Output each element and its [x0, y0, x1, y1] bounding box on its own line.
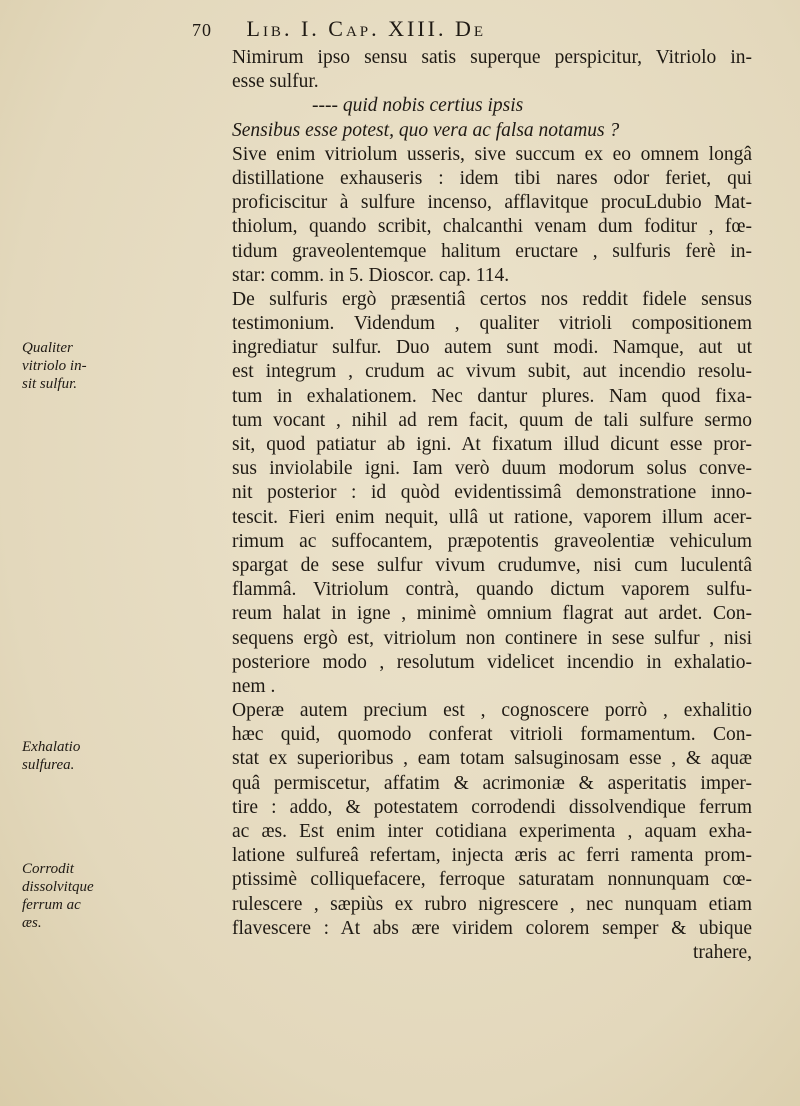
text-line: tum vocant , nihil ad rem facit, quum de tali sulfure sermo: [232, 409, 752, 431]
text-line: rimum ac suffocantem, præpotentis graveolentiæ vehiculum: [232, 530, 752, 552]
text-line: stat ex superioribus , eam totam salsuginosam esse , & aquæ: [232, 748, 752, 770]
margin-line: æs.: [22, 915, 42, 931]
margin-line: sit sulfur.: [22, 376, 78, 392]
text-line: spargat de sese sulfur vivum crudumve, nisi cum luculentâ: [232, 554, 752, 576]
text-line: posteriore modo , resolutum videlicet incendio in exhalatio-: [232, 651, 752, 673]
text-line: hæc quid, quomodo conferat vitrioli formamentum. Con-: [232, 724, 752, 746]
marginal-note-exhalatio: [22, 738, 122, 774]
margin-line: Exhalatio: [22, 739, 81, 755]
margin-line: vitriolo in-: [22, 358, 87, 374]
catchword-line: trahere,: [693, 941, 752, 963]
text-line: Operæ autem precium est , cognoscere porrò , exhalitio: [232, 700, 752, 722]
text-line: De sulfuris ergò præsentiâ certos nos reddit fidele sensus: [232, 288, 752, 310]
text-line: thiolum, quando scribit, chalcanthi venam dum foditur , fœ-: [232, 216, 752, 238]
text-line: distillatione exhauseris : idem tibi nares odor feriet, qui: [232, 167, 752, 189]
text-line: flammâ. Vitriolum contrà, quando dictum vaporem sulfu-: [232, 579, 752, 601]
text-line: flavescere : At abs ære viridem colorem semper & ubique: [232, 917, 752, 939]
text-line: star: comm. in 5. Dioscor. cap. 114.: [232, 264, 510, 286]
margin-line: sulfurea.: [22, 757, 75, 773]
margin-line: Qualiter: [22, 340, 73, 356]
text-line: tidum graveolentemque halitum eructare , sulfuris ferè in-: [232, 240, 752, 262]
text-line: nem .: [232, 675, 276, 697]
text-line: proficiscitur à sulfure incenso, afflavitque procuLdubio Mat-: [232, 192, 752, 214]
text-line: ac æs. Est enim inter cotidiana experimenta , aquam exha-: [232, 821, 752, 842]
text-line: sequens ergò est, vitriolum non continere in sese sulfur , nisi: [232, 627, 752, 649]
text-line: ptissimè colliquefacere, ferroque saturatam nonnunquam cœ-: [232, 869, 752, 891]
text-line: tire : addo, & potestatem corrodendi dissolvendique ferrum: [232, 796, 752, 818]
text-line: ingrediatur sulfur. Duo autem sunt modi. Namque, aut ut: [232, 337, 752, 359]
text-line: sit, quod patiatur ab igni. At fixatum illud dicunt esse pror-: [232, 434, 752, 455]
text-line: nit posterior : id quòd evidentissimâ demonstratione inno-: [232, 482, 752, 504]
text-line: Sive enim vitriolum usseris, sive succum ex eo omnem longâ: [232, 143, 752, 165]
text-line: Nimirum ipso sensu satis superque perspicitur, Vitriolo in-: [232, 47, 752, 68]
text-line: esse sulfur.: [232, 71, 319, 93]
text-line: latione sulfureâ refertam, injecta æris ac ferri ramenta prom-: [232, 845, 752, 867]
verse-line: ---- quid nobis certius ipsis: [312, 95, 524, 117]
text-line: sus inviolabile igni. Iam verò duum modorum solus conve-: [232, 458, 752, 480]
marginal-note-qualiter: [22, 339, 122, 393]
margin-line: ferrum ac: [22, 897, 81, 913]
text-line: rulescere , sæpiùs ex rubro nigrescere , nec nunquam etiam: [232, 893, 752, 915]
text-line: testimonium. Videndum , qualiter vitrioli compositionem: [232, 313, 752, 335]
text-line: reum halat in igne , minimè omnium flagrat aut ardet. Con-: [232, 603, 752, 625]
text-line: tescit. Fieri enim nequit, ullâ ut ratione, vaporem illum acer-: [232, 506, 752, 528]
marginal-note-corrodit: [22, 860, 122, 932]
text-line: tum in exhalationem. Nec dantur plures. Nam quod fixa-: [232, 385, 752, 407]
body-text: [192, 46, 752, 965]
text-line: est integrum , crudum ac vivum subit, aut incendio resolu-: [232, 361, 752, 383]
margin-line: Corrodit: [22, 861, 74, 877]
text-line: quâ permiscetur, affatim & acrimoniæ & asperitatis imper-: [232, 772, 752, 794]
page-number: 70: [192, 20, 212, 40]
verse-line: Sensibus esse potest, quo vera ac falsa notamus ?: [232, 119, 620, 141]
running-title: Lib. I. Cap. XIII. De: [246, 16, 487, 41]
page-header: [192, 16, 752, 42]
margin-line: dissolvitque: [22, 879, 94, 895]
